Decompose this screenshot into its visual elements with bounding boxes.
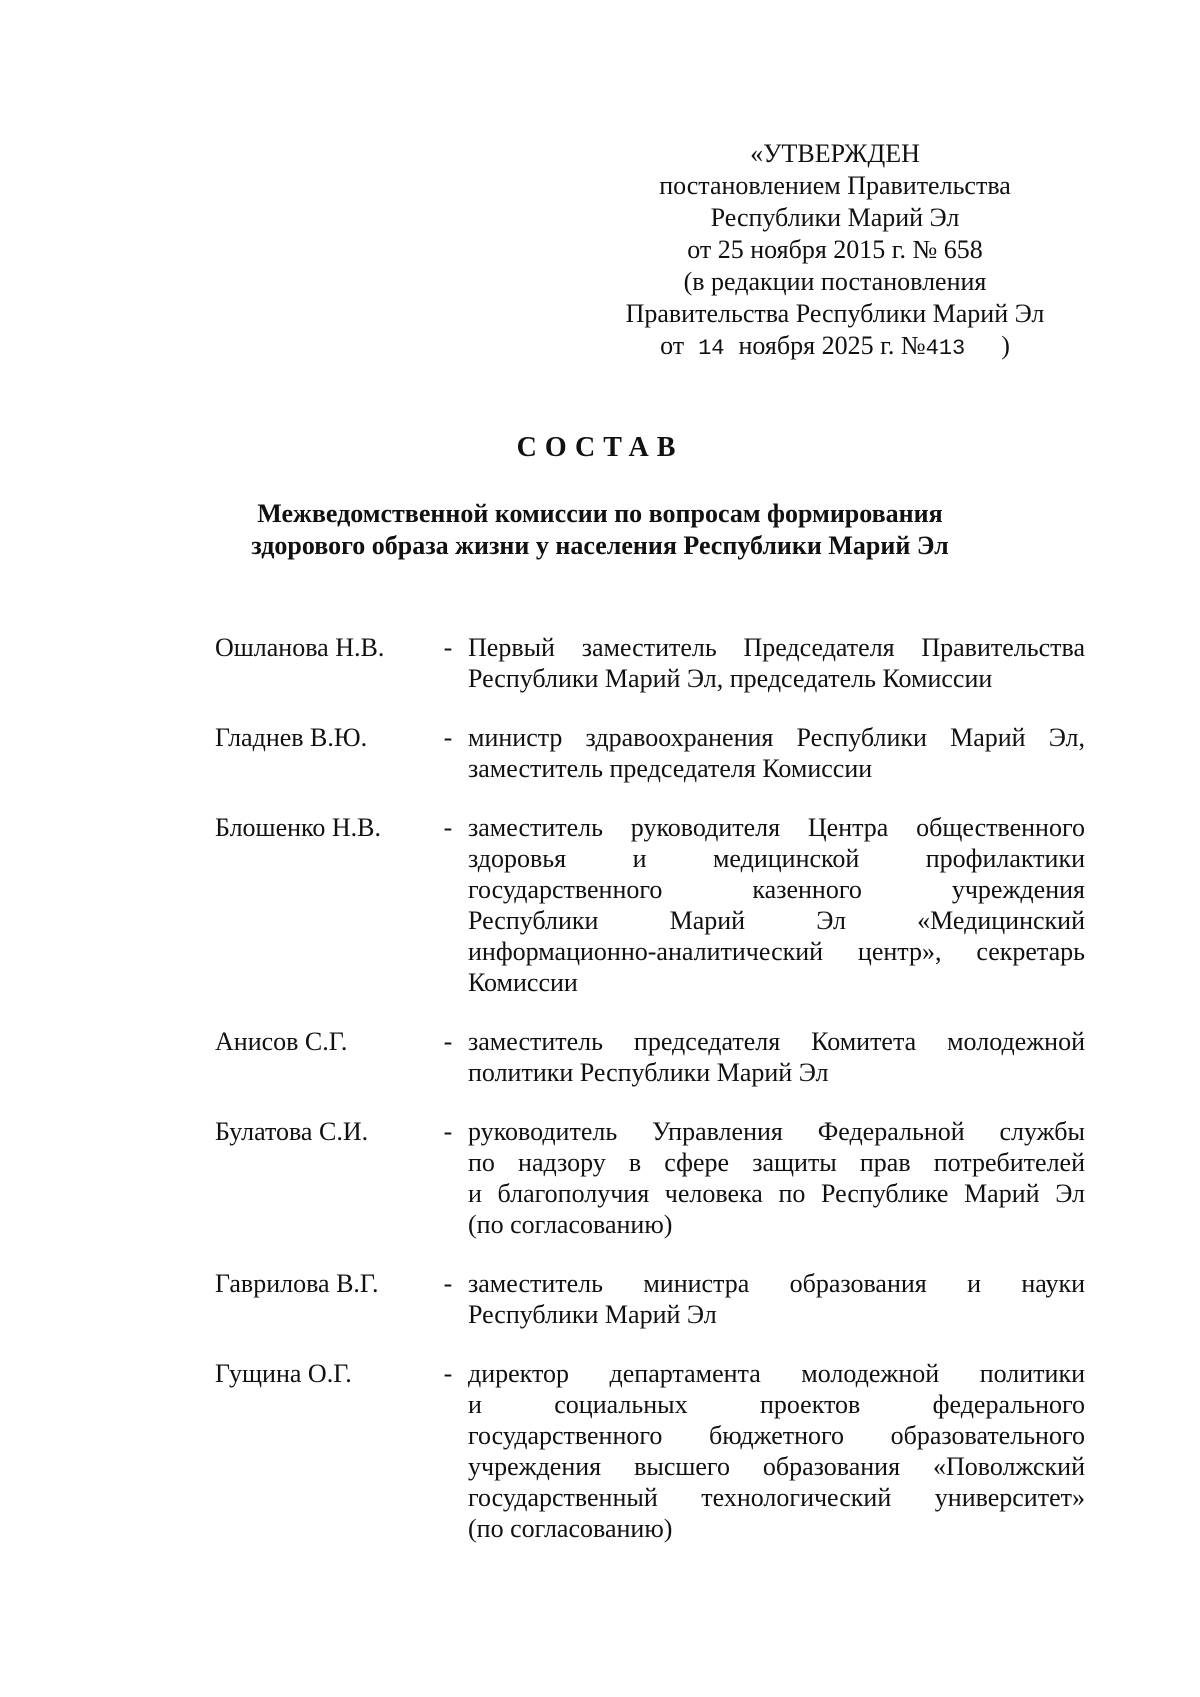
member-dash: - — [443, 723, 453, 752]
member-entry — [215, 1358, 1085, 1544]
member-role — [468, 632, 1085, 694]
member-role-line: Комиссии — [468, 968, 578, 997]
member-entry — [215, 1116, 1085, 1240]
member-name: Гладнев В.Ю. — [215, 723, 368, 752]
member-name: Булатова С.И. — [215, 1117, 369, 1146]
member-role-line: руководитель Управления Федеральной службы — [468, 1117, 1085, 1146]
member-role-line: и социальных проектов федерального — [468, 1390, 1085, 1419]
member-role-line: и благополучия человека по Республике Марий Эл — [468, 1179, 1085, 1208]
member-dash: - — [443, 1359, 453, 1388]
document-title: СОСТАВ — [516, 432, 684, 463]
member-role-line: политики Республики Марий Эл — [468, 1058, 829, 1087]
member-name: Ошланова Н.В. — [215, 633, 385, 662]
member-role-line: Республики Марий Эл — [468, 1300, 717, 1329]
approval-line: Республики Марий Эл — [710, 203, 960, 232]
approval-from-label: от — [660, 331, 685, 360]
member-role-line: Республики Марий Эл «Медицинский — [468, 906, 1085, 935]
member-role-line: директор департамента молодежной политики — [468, 1359, 1085, 1388]
member-role-line: (по согласованию) — [468, 1210, 673, 1239]
member-name: Гаврилова В.Г. — [215, 1269, 379, 1298]
document-subtitle — [200, 498, 1000, 562]
member-name: Анисов С.Г. — [215, 1027, 348, 1056]
approval-number: 413 — [925, 336, 966, 361]
member-entry — [215, 1026, 1085, 1088]
approval-line: Правительства Республики Марий Эл — [625, 299, 1045, 328]
member-role-line: учреждения высшего образования «Поволжский — [468, 1452, 1085, 1481]
member-role — [468, 1268, 1085, 1330]
member-role — [468, 812, 1085, 998]
approval-block — [600, 138, 1070, 365]
member-role-line: государственного казенного учреждения — [468, 875, 1085, 904]
member-entry — [215, 632, 1085, 694]
member-role — [468, 1116, 1085, 1240]
member-role-line: здоровья и медицинской профилактики — [468, 844, 1085, 873]
member-name: Блошенко Н.В. — [215, 813, 381, 842]
member-role-line: Первый заместитель Председателя Правительства — [468, 633, 1085, 662]
member-role-line: заместитель руководителя Центра общественного — [468, 813, 1085, 842]
member-role — [468, 1358, 1085, 1544]
member-role-line: заместитель председателя Комиссии — [468, 754, 873, 783]
approval-amendment-date — [600, 330, 1070, 365]
member-role-line: государственного бюджетного образовательного — [468, 1421, 1085, 1450]
approval-line: постановлением Правительства — [659, 171, 1011, 200]
member-role-line: министр здравоохранения Республики Марий Эл, — [468, 723, 1085, 752]
member-dash: - — [443, 633, 453, 662]
approval-line: (в редакции постановления — [683, 267, 987, 296]
member-dash: - — [443, 1117, 453, 1146]
member-role-line: по надзору в сфере защиты прав потребителей — [468, 1148, 1085, 1177]
member-role-line: заместитель председателя Комитета молодежной — [468, 1027, 1085, 1056]
approval-month-year: ноября 2025 г. № — [738, 331, 926, 360]
subtitle-line: здорового образа жизни у населения Республики Марий Эл — [251, 531, 949, 560]
member-role — [468, 1026, 1085, 1088]
member-role — [468, 722, 1085, 784]
member-entry — [215, 812, 1085, 998]
member-role-line: (по согласованию) — [468, 1514, 673, 1543]
member-name: Гущина О.Г. — [215, 1359, 352, 1388]
subtitle-line: Межведомственной комиссии по вопросам формирования — [257, 499, 943, 528]
approval-line: от 25 ноября 2015 г. № 658 — [687, 235, 983, 264]
member-dash: - — [443, 1269, 453, 1298]
member-role-line: заместитель министра образования и науки — [468, 1269, 1085, 1298]
member-entry — [215, 722, 1085, 784]
member-role-line: информационно-аналитический центр», секретарь — [468, 937, 1085, 966]
approval-day: 14 — [698, 336, 725, 361]
member-dash: - — [443, 813, 453, 842]
member-role-line: Республики Марий Эл, председатель Комиссии — [468, 664, 993, 693]
members-list — [215, 632, 1085, 1544]
member-entry — [215, 1268, 1085, 1330]
approval-closing-paren: ) — [1001, 331, 1010, 360]
approval-line: «УТВЕРЖДЕН — [750, 139, 920, 168]
member-role-line: государственный технологический университет» — [468, 1483, 1085, 1512]
member-dash: - — [443, 1027, 453, 1056]
